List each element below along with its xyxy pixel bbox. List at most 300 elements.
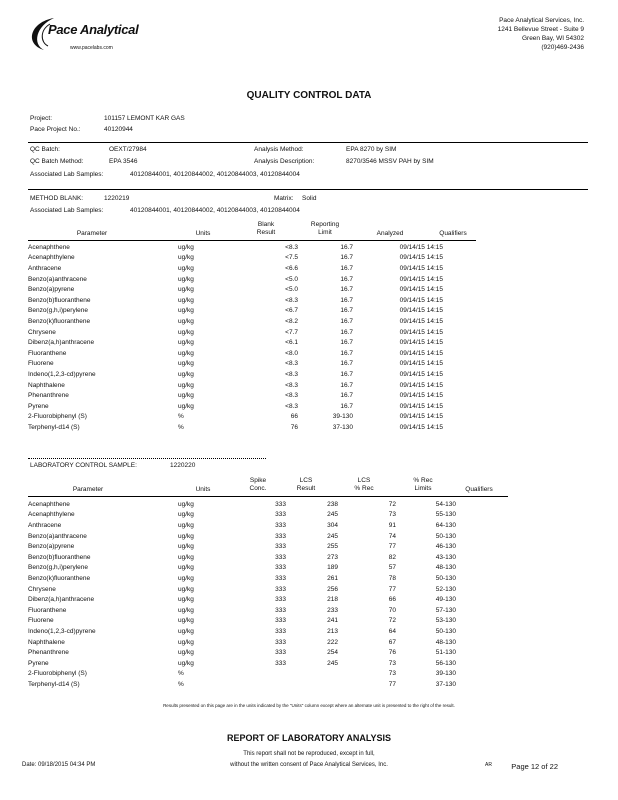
table-cell: ug/kg: [178, 606, 194, 614]
associated-samples-value: 40120844001, 40120844002, 40120844003, 40120844004: [130, 171, 300, 178]
table-cell: 49-130: [435, 596, 456, 604]
table-cell: Anthracene: [28, 521, 62, 529]
table-cell: ug/kg: [178, 585, 194, 593]
table-cell: 37-130: [435, 680, 456, 688]
company-city: Green Bay, WI 54302: [521, 35, 584, 42]
analysis-description-value: 8270/3546 MSSV PAH by SIM: [346, 158, 434, 165]
table-cell: ug/kg: [178, 264, 194, 272]
table-cell: 39-130: [332, 413, 353, 421]
table-cell: 333: [275, 617, 286, 625]
table-cell: <8.3: [285, 392, 298, 400]
lcs-col-spike: [240, 477, 276, 493]
table-row: [28, 637, 456, 648]
table-cell: 333: [275, 638, 286, 646]
lcs-table: [28, 499, 456, 690]
qc-batch-method-label: QC Batch Method:: [30, 158, 84, 165]
table-cell: Acenaphthylene: [28, 254, 75, 262]
table-cell: 09/14/15 14:15: [399, 254, 443, 262]
table-cell: 52-130: [435, 585, 456, 593]
table-cell: Pyrene: [28, 659, 49, 667]
table-cell: 09/14/15 14:15: [399, 296, 443, 304]
table-row: [28, 284, 443, 295]
table-cell: ug/kg: [178, 243, 194, 251]
table-cell: 16.7: [340, 370, 353, 378]
table-cell: ug/kg: [178, 627, 194, 635]
lcs-col-limits-line1: % Rec: [413, 477, 433, 484]
table-cell: 55-130: [435, 511, 456, 519]
table-cell: ug/kg: [178, 638, 194, 646]
table-cell: Benzo(a)pyrene: [28, 286, 75, 294]
table-row: [28, 412, 443, 423]
table-cell: 09/14/15 14:15: [399, 423, 443, 431]
table-row: [28, 531, 456, 542]
lcs-col-rec: [346, 477, 382, 493]
table-cell: 53-130: [435, 617, 456, 625]
table-cell: 16.7: [340, 264, 353, 272]
qc-batch-value: OEXT/27984: [109, 146, 147, 153]
lcs-col-limits-line2: Limits: [414, 485, 432, 492]
table-cell: Indeno(1,2,3-cd)pyrene: [28, 627, 96, 635]
units-footnote: Results presented on this page are in the units indicated by the "Units" column except where an alternate unit is presented to the right of the result.: [163, 703, 455, 708]
table-row: [28, 499, 456, 510]
table-cell: 09/14/15 14:15: [399, 370, 443, 378]
table-cell: 78: [388, 574, 396, 582]
table-cell: 333: [275, 521, 286, 529]
table-cell: ug/kg: [178, 392, 194, 400]
lcs-label: LABORATORY CONTROL SAMPLE:: [30, 462, 137, 469]
divider: [28, 189, 588, 190]
analysis-method-label: Analysis Method:: [254, 146, 304, 153]
table-cell: ug/kg: [178, 617, 194, 625]
table-cell: 73: [388, 670, 396, 678]
table-row: [28, 348, 443, 359]
blank-col-result-line1: Blank: [257, 221, 275, 228]
table-cell: <6.6: [285, 264, 298, 272]
lcs-id: 1220220: [170, 462, 196, 469]
table-cell: 255: [327, 543, 338, 551]
table-cell: <8.3: [285, 402, 298, 410]
table-cell: ug/kg: [178, 659, 194, 667]
project-value: 101157 LEMONT KAR GAS: [104, 115, 185, 122]
table-cell: 16.7: [340, 381, 353, 389]
table-cell: ug/kg: [178, 553, 194, 561]
table-cell: 333: [275, 574, 286, 582]
table-row: [28, 390, 443, 401]
table-cell: ug/kg: [178, 317, 194, 325]
table-cell: 16.7: [340, 392, 353, 400]
table-cell: 245: [327, 511, 338, 519]
lcs-col-rec-line2: % Rec: [354, 485, 374, 492]
table-cell: Anthracene: [28, 264, 62, 272]
table-cell: <8.3: [285, 243, 298, 251]
table-cell: <8.2: [285, 317, 298, 325]
table-cell: 66: [290, 413, 298, 421]
blank-associated-samples-value: 40120844001, 40120844002, 40120844003, 40120844004: [130, 207, 300, 214]
table-cell: 39-130: [435, 670, 456, 678]
table-cell: ug/kg: [178, 275, 194, 283]
table-cell: 09/14/15 14:15: [399, 402, 443, 410]
table-cell: ug/kg: [178, 596, 194, 604]
table-row: [28, 563, 456, 574]
table-cell: %: [178, 423, 184, 431]
table-cell: Benzo(k)fluoranthene: [28, 574, 91, 582]
lcs-col-spike-line2: Conc.: [249, 485, 267, 492]
table-cell: 2-Fluorobiphenyl (S): [28, 670, 87, 678]
table-cell: 66: [388, 596, 396, 604]
method-blank-label: METHOD BLANK:: [30, 195, 84, 202]
table-cell: <8.0: [285, 349, 298, 357]
table-cell: Chrysene: [28, 328, 56, 336]
table-row: [28, 295, 443, 306]
table-cell: 16.7: [340, 339, 353, 347]
table-cell: [286, 679, 338, 690]
table-row: [28, 316, 443, 327]
header-underline: [28, 496, 508, 497]
table-cell: ug/kg: [178, 296, 194, 304]
table-cell: Dibenz(a,h)anthracene: [28, 339, 95, 347]
table-cell: 09/14/15 14:15: [399, 339, 443, 347]
table-cell: 67: [388, 638, 396, 646]
table-cell: 37-130: [332, 423, 353, 431]
table-row: [28, 584, 456, 595]
table-cell: 16.7: [340, 243, 353, 251]
table-row: [28, 327, 443, 338]
blank-col-limit-line1: Reporting: [310, 221, 340, 228]
table-cell: Fluoranthene: [28, 606, 67, 614]
table-cell: 77: [388, 585, 396, 593]
blank-col-units: Units: [195, 230, 211, 237]
table-cell: [286, 669, 338, 680]
table-cell: 254: [327, 649, 338, 657]
table-cell: 304: [327, 521, 338, 529]
table-cell: 72: [388, 500, 396, 508]
table-cell: 333: [275, 543, 286, 551]
table-cell: <8.3: [285, 381, 298, 389]
company-address: [498, 16, 584, 52]
table-cell: 09/14/15 14:15: [399, 275, 443, 283]
table-cell: Benzo(b)fluoranthene: [28, 553, 91, 561]
table-cell: Benzo(a)anthracene: [28, 275, 87, 283]
table-cell: Benzo(g,h,i)perylene: [28, 564, 88, 572]
table-cell: %: [178, 413, 184, 421]
table-cell: ug/kg: [178, 521, 194, 529]
company-name: Pace Analytical Services, Inc.: [499, 17, 584, 24]
method-blank-id: 1220219: [104, 195, 130, 202]
pace-project-value: 40120944: [104, 126, 133, 133]
table-cell: 51-130: [435, 649, 456, 657]
table-cell: 09/14/15 14:15: [399, 381, 443, 389]
table-cell: 245: [327, 659, 338, 667]
table-cell: 16.7: [340, 275, 353, 283]
table-cell: Naphthalene: [28, 381, 65, 389]
table-cell: 16.7: [340, 360, 353, 368]
table-cell: Benzo(b)fluoranthene: [28, 296, 91, 304]
table-row: [28, 369, 443, 380]
report-title: REPORT OF LABORATORY ANALYSIS: [226, 733, 392, 743]
table-row: [28, 626, 456, 637]
table-cell: 333: [275, 606, 286, 614]
table-cell: <7.5: [285, 254, 298, 262]
table-cell: 76: [290, 423, 298, 431]
table-cell: Benzo(g,h,i)perylene: [28, 307, 88, 315]
table-cell: <5.0: [285, 275, 298, 283]
lcs-col-result: [288, 477, 324, 493]
reproduction-notice-line2: without the written consent of Pace Analytical Services, Inc.: [230, 762, 388, 768]
table-cell: 09/14/15 14:15: [399, 307, 443, 315]
table-cell: 333: [275, 511, 286, 519]
table-cell: ug/kg: [178, 402, 194, 410]
table-cell: 241: [327, 617, 338, 625]
reproduction-notice-line1: This report shall not be reproduced, except in full,: [243, 751, 375, 757]
table-cell: ug/kg: [178, 328, 194, 336]
table-cell: 57-130: [435, 606, 456, 614]
table-cell: 16.7: [340, 254, 353, 262]
table-row: [28, 359, 443, 370]
lcs-col-units: Units: [195, 486, 211, 493]
table-row: [28, 679, 456, 690]
lcs-col-qualifiers: Qualifiers: [465, 486, 493, 493]
table-cell: 261: [327, 574, 338, 582]
table-cell: 54-130: [435, 500, 456, 508]
table-cell: Benzo(a)anthracene: [28, 532, 87, 540]
table-cell: 09/14/15 14:15: [399, 392, 443, 400]
table-cell: <6.7: [285, 307, 298, 315]
qc-batch-method-value: EPA 3546: [109, 158, 138, 165]
table-cell: 64-130: [435, 521, 456, 529]
table-cell: 2-Fluorobiphenyl (S): [28, 413, 87, 421]
table-cell: 82: [388, 553, 396, 561]
table-cell: 09/14/15 14:15: [399, 243, 443, 251]
table-cell: Acenaphthene: [28, 243, 70, 251]
table-cell: ug/kg: [178, 511, 194, 519]
table-cell: Terphenyl-d14 (S): [28, 423, 80, 431]
table-row: [28, 274, 443, 285]
table-cell: 273: [327, 553, 338, 561]
table-cell: 76: [388, 649, 396, 657]
table-cell: ug/kg: [178, 339, 194, 347]
table-row: [28, 605, 456, 616]
ar-mark: AR: [485, 762, 492, 768]
table-row: [28, 616, 456, 627]
table-cell: 70: [388, 606, 396, 614]
table-cell: <8.3: [285, 360, 298, 368]
table-cell: 333: [275, 659, 286, 667]
table-cell: ug/kg: [178, 532, 194, 540]
table-cell: ug/kg: [178, 649, 194, 657]
table-row: [28, 401, 443, 412]
table-cell: 333: [275, 553, 286, 561]
table-row: [28, 647, 456, 658]
table-cell: Fluoranthene: [28, 349, 67, 357]
table-cell: 09/14/15 14:15: [399, 413, 443, 421]
table-cell: %: [178, 680, 184, 688]
table-row: [28, 263, 443, 274]
blank-associated-samples-label: Associated Lab Samples:: [30, 207, 104, 214]
blank-col-analyzed: Analyzed: [376, 230, 404, 237]
table-cell: 72: [388, 617, 396, 625]
table-cell: 46-130: [435, 543, 456, 551]
table-row: [28, 510, 456, 521]
table-cell: Acenaphthene: [28, 500, 70, 508]
table-cell: Terphenyl-d14 (S): [28, 680, 80, 688]
lcs-col-limits: [405, 477, 441, 493]
table-cell: ug/kg: [178, 543, 194, 551]
table-cell: 43-130: [435, 553, 456, 561]
lcs-col-result-line1: LCS: [299, 477, 313, 484]
table-row: [28, 422, 443, 433]
associated-samples-label: Associated Lab Samples:: [30, 171, 104, 178]
table-cell: 48-130: [435, 564, 456, 572]
table-cell: 222: [327, 638, 338, 646]
table-cell: 16.7: [340, 307, 353, 315]
table-cell: <6.1: [285, 339, 298, 347]
table-cell: 77: [388, 680, 396, 688]
table-cell: 09/14/15 14:15: [399, 286, 443, 294]
table-cell: 256: [327, 585, 338, 593]
table-cell: ug/kg: [178, 286, 194, 294]
table-cell: 09/14/15 14:15: [399, 264, 443, 272]
table-cell: Phenanthrene: [28, 649, 69, 657]
table-cell: Acenaphthylene: [28, 511, 75, 519]
company-phone: (920)469-2436: [541, 44, 584, 51]
table-cell: 73: [388, 511, 396, 519]
table-cell: Dibenz(a,h)anthracene: [28, 596, 95, 604]
table-cell: 09/14/15 14:15: [399, 317, 443, 325]
table-cell: 245: [327, 532, 338, 540]
table-cell: 09/14/15 14:15: [399, 328, 443, 336]
table-cell: 333: [275, 532, 286, 540]
table-cell: 16.7: [340, 296, 353, 304]
table-cell: ug/kg: [178, 360, 194, 368]
table-cell: Naphthalene: [28, 638, 65, 646]
table-cell: 189: [327, 564, 338, 572]
lcs-col-spike-line1: Spike: [249, 477, 267, 484]
blank-col-reporting-limit: [303, 221, 347, 237]
table-cell: 09/14/15 14:15: [399, 360, 443, 368]
table-cell: %: [178, 670, 184, 678]
table-row: [28, 541, 456, 552]
table-cell: ug/kg: [178, 564, 194, 572]
table-cell: ug/kg: [178, 500, 194, 508]
table-cell: 213: [327, 627, 338, 635]
table-cell: 64: [388, 627, 396, 635]
lcs-col-rec-line1: LCS: [357, 477, 371, 484]
table-cell: 74: [388, 532, 396, 540]
pace-project-label: Pace Project No.:: [30, 126, 81, 133]
table-cell: 333: [275, 500, 286, 508]
table-cell: 77: [388, 543, 396, 551]
table-cell: ug/kg: [178, 370, 194, 378]
table-cell: Fluorene: [28, 617, 54, 625]
table-cell: [228, 679, 286, 690]
table-row: [28, 669, 456, 680]
table-cell: 333: [275, 564, 286, 572]
table-row: [28, 594, 456, 605]
table-cell: 91: [388, 521, 396, 529]
table-row: [28, 658, 456, 669]
table-row: [28, 552, 456, 563]
table-cell: [228, 669, 286, 680]
table-cell: Benzo(k)fluoranthene: [28, 317, 91, 325]
section-divider: [28, 458, 266, 459]
table-cell: 16.7: [340, 349, 353, 357]
table-cell: 16.7: [340, 402, 353, 410]
analysis-method-value: EPA 8270 by SIM: [346, 146, 397, 153]
table-row: [28, 520, 456, 531]
table-cell: ug/kg: [178, 349, 194, 357]
table-cell: Pyrene: [28, 402, 49, 410]
header-underline: [28, 240, 476, 241]
table-cell: ug/kg: [178, 381, 194, 389]
table-row: [28, 306, 443, 317]
table-cell: 16.7: [340, 317, 353, 325]
lcs-col-parameter: Parameter: [72, 486, 104, 493]
table-cell: Benzo(a)pyrene: [28, 543, 75, 551]
blank-col-qualifiers: Qualifiers: [439, 230, 467, 237]
lcs-col-result-line2: Result: [296, 485, 316, 492]
table-cell: 16.7: [340, 328, 353, 336]
table-cell: 16.7: [340, 286, 353, 294]
table-row: [28, 253, 443, 264]
divider: [28, 142, 588, 143]
table-cell: Indeno(1,2,3-cd)pyrene: [28, 370, 96, 378]
table-cell: ug/kg: [178, 254, 194, 262]
company-street: 1241 Bellevue Street - Suite 9: [497, 26, 584, 33]
table-row: [28, 573, 456, 584]
table-cell: Chrysene: [28, 585, 56, 593]
table-cell: 218: [327, 596, 338, 604]
table-cell: 56-130: [435, 659, 456, 667]
table-cell: <8.3: [285, 370, 298, 378]
table-cell: 50-130: [435, 627, 456, 635]
project-label: Project:: [30, 115, 53, 122]
table-cell: ug/kg: [178, 574, 194, 582]
table-cell: 50-130: [435, 574, 456, 582]
table-cell: Phenanthrene: [28, 392, 69, 400]
table-cell: 333: [275, 627, 286, 635]
matrix-label: Matrix:: [274, 195, 294, 202]
table-cell: 333: [275, 649, 286, 657]
table-cell: ug/kg: [178, 307, 194, 315]
qc-batch-label: QC Batch:: [30, 146, 60, 153]
table-cell: 333: [275, 596, 286, 604]
table-cell: <8.3: [285, 296, 298, 304]
table-cell: 57: [388, 564, 396, 572]
table-cell: 233: [327, 606, 338, 614]
table-row: [28, 242, 443, 253]
blank-col-result-line2: Result: [256, 229, 276, 236]
logo-website: www.pacelabs.com: [70, 45, 113, 51]
table-cell: <7.7: [285, 328, 298, 336]
table-cell: 238: [327, 500, 338, 508]
table-cell: 09/14/15 14:15: [399, 349, 443, 357]
table-row: [28, 380, 443, 391]
table-cell: 48-130: [435, 638, 456, 646]
blank-col-limit-line2: Limit: [318, 229, 332, 236]
page-number: Page 12 of 22: [511, 762, 558, 771]
table-cell: 333: [275, 585, 286, 593]
report-date: Date: 09/18/2015 04:34 PM: [22, 762, 96, 768]
page-title: QUALITY CONTROL DATA: [246, 90, 372, 101]
table-cell: 73: [388, 659, 396, 667]
blank-col-parameter: Parameter: [76, 230, 108, 237]
logo-wordmark: Pace Analytical: [48, 22, 139, 37]
method-blank-table: [28, 242, 443, 433]
blank-col-result: [246, 221, 286, 237]
table-cell: 50-130: [435, 532, 456, 540]
table-cell: <5.0: [285, 286, 298, 294]
matrix-value: Solid: [302, 195, 317, 202]
